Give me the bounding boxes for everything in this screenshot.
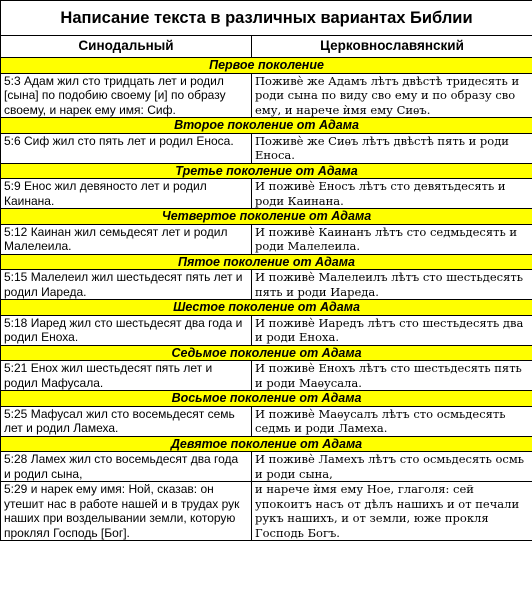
synodal-verse-text: 5:25 Мафусал жил сто восемьдесят семь лет и родил Ламеха. xyxy=(1,406,252,436)
synodal-verse-text: 5:28 Ламех жил сто восемьдесят два года и родил сына, xyxy=(1,452,252,482)
verse-row xyxy=(1,270,532,300)
column-header-synodal: Синодальный xyxy=(1,36,252,58)
generation-header-row xyxy=(1,300,532,316)
table-body xyxy=(1,58,532,541)
generation-label: Шестое поколение от Адама xyxy=(1,300,532,316)
synodal-verse-text: 5:18 Иаред жил сто шестьдесят два года и родил Еноха. xyxy=(1,315,252,345)
verse-row xyxy=(1,406,532,436)
generation-label: Третье поколение от Адама xyxy=(1,163,532,179)
verse-row xyxy=(1,452,532,482)
generation-header-row xyxy=(1,436,532,452)
generation-label: Девятое поколение от Адама xyxy=(1,436,532,452)
synodal-verse-text: 5:12 Каинан жил семьдесят лет и родил Малелеила. xyxy=(1,224,252,254)
church-slavonic-verse-text: И поживѐ Ламехъ лѣтъ сто осмьдесять осмь и роди сына, xyxy=(252,452,532,482)
church-slavonic-verse-text: Поживѐ же Адамъ лѣтъ двѣстѣ тридесять и роди сына по виду сво ему и по образу сво ему, и нарече ѝмя ему Сиѳъ. xyxy=(252,73,532,118)
generation-header-row xyxy=(1,163,532,179)
verse-row xyxy=(1,361,532,391)
synodal-verse-text: 5:15 Малелеил жил шестьдесят пять лет и родил Иареда. xyxy=(1,270,252,300)
generation-label: Второе поколение от Адама xyxy=(1,118,532,134)
synodal-verse-text: 5:9 Енос жил девяносто лет и родил Каинана. xyxy=(1,179,252,209)
church-slavonic-verse-text: И поживѐ Иаредъ лѣтъ сто шестьдесять два и роди Еноха. xyxy=(252,315,532,345)
generation-label: Четвертое поколение от Адама xyxy=(1,209,532,225)
verse-row xyxy=(1,179,532,209)
church-slavonic-verse-text: И поживѐ Малелеилъ лѣтъ сто шестьдесять пять и роди Иареда. xyxy=(252,270,532,300)
generation-label: Седьмое поколение от Адама xyxy=(1,345,532,361)
verse-row xyxy=(1,315,532,345)
synodal-verse-text: 5:29 и нарек ему имя: Ной, сказав: он утешит нас в работе нашей и в трудах рук наших при возделывании земли, которую проклял Господь [Бог]. xyxy=(1,482,252,541)
church-slavonic-verse-text: Поживѐ же Сиѳъ лѣтъ двѣстѣ пять и роди Еноса. xyxy=(252,133,532,163)
synodal-verse-text: 5:6 Сиф жил сто пять лет и родил Еноса. xyxy=(1,133,252,163)
church-slavonic-verse-text: И поживѐ Маѳусалъ лѣтъ сто осмьдесять седмь и роди Ламеха. xyxy=(252,406,532,436)
synodal-verse-text: 5:21 Енох жил шестьдесят пять лет и родил Мафусала. xyxy=(1,361,252,391)
church-slavonic-verse-text: И поживѐ Еносъ лѣтъ сто девятьдесять и роди Каинана. xyxy=(252,179,532,209)
generation-header-row xyxy=(1,118,532,134)
generation-label: Восьмое поколение от Адама xyxy=(1,391,532,407)
column-header-church-slavonic: Церковнославянский xyxy=(252,36,532,58)
church-slavonic-verse-text: и нарече ѝмя ему Ное, глаголя: сей упокоитъ насъ от дѣлъ нашихъ и от печали рукъ нашихъ, и от земли, юже прокля Господь Богъ. xyxy=(252,482,532,541)
generation-header-row xyxy=(1,345,532,361)
generation-header-row xyxy=(1,58,532,74)
table-title: Написание текста в различных вариантах Библии xyxy=(1,1,532,36)
church-slavonic-verse-text: И поживѐ Каинанъ лѣтъ сто седмьдесять и роди Малелеила. xyxy=(252,224,532,254)
verse-row xyxy=(1,73,532,118)
generation-label: Пятое поколение от Адама xyxy=(1,254,532,270)
synodal-verse-text: 5:3 Адам жил сто тридцать лет и родил [сына] по подобию своему [и] по образу своему, и нарек ему имя: Сиф. xyxy=(1,73,252,118)
generation-header-row xyxy=(1,391,532,407)
generation-label: Первое поколение xyxy=(1,58,532,74)
generation-header-row xyxy=(1,209,532,225)
verse-row xyxy=(1,224,532,254)
verse-row xyxy=(1,133,532,163)
church-slavonic-verse-text: И поживѐ Енохъ лѣтъ сто шестьдесять пять и роди Маѳусала. xyxy=(252,361,532,391)
verse-row xyxy=(1,482,532,541)
generation-header-row xyxy=(1,254,532,270)
